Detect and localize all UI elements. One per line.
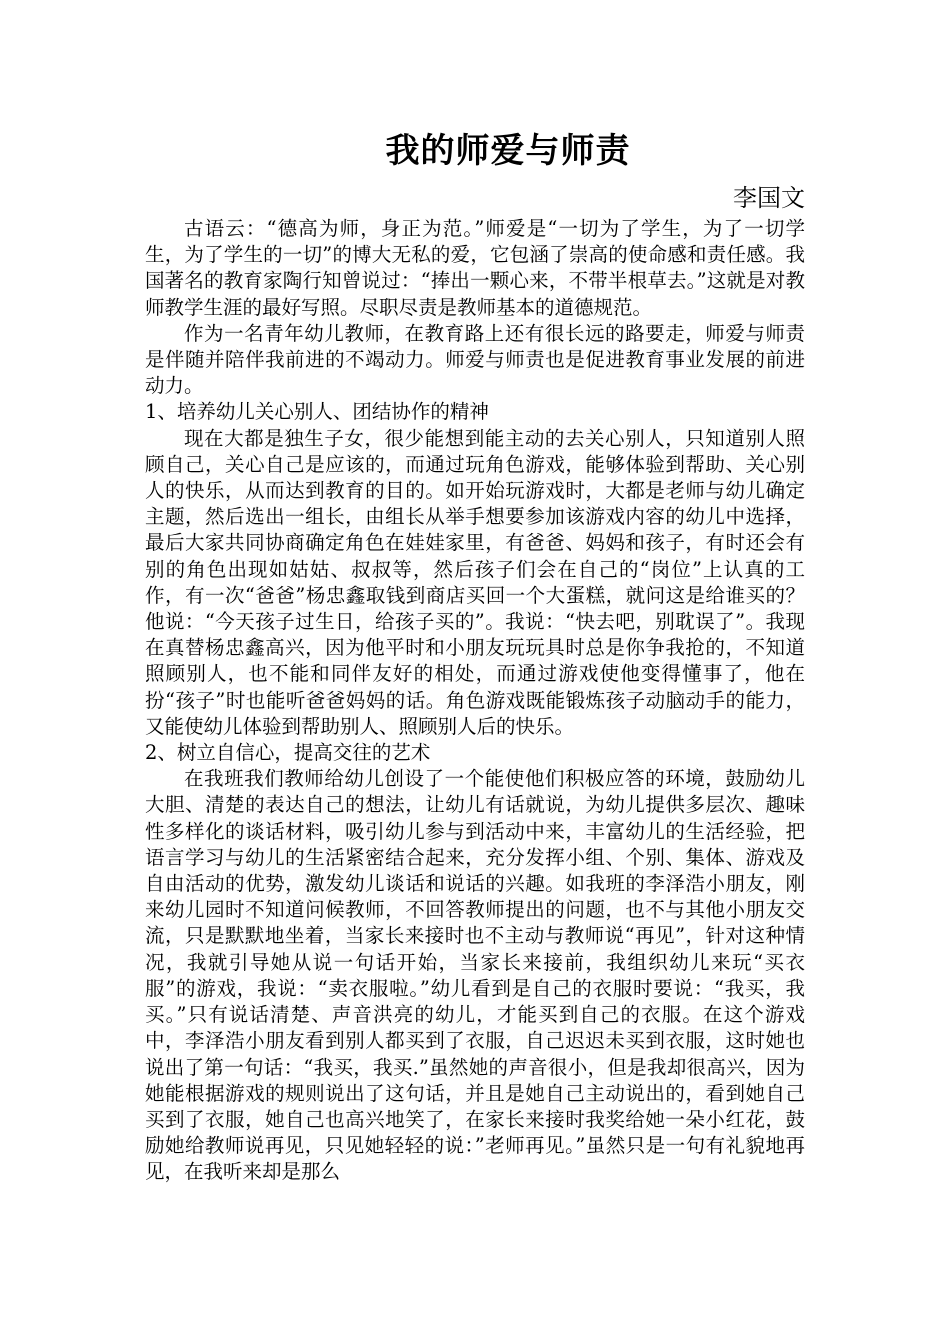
document-body <box>145 216 805 1186</box>
section-heading-2: 2、树立自信心，提高交往的艺术 <box>145 741 431 765</box>
paragraph-section-2: 在我班我们教师给幼儿创设了一个能使他们积极应答的环境，鼓励幼儿大胆、清楚的表达自己的想法，让幼儿有话就说，为幼儿提供多层次、趣味性多样化的谈话材料，吸引幼儿参与到活动中来，丰富幼儿的生活经验，把语言学习与幼儿的生活紧密结合起来，充分发挥小组、个别、集体、游戏及自由活动的优势，激发幼儿谈话和说话的兴趣。如我班的李泽浩小朋友，刚来幼儿园时不知道问候教师，不回答教师提出的问题，也不与其他小朋友交流，只是默默地坐着，当家长来接时也不主动与教师说“再见”，针对这种情况，我就引导她从说一句话开始，当家长来接前，我组织幼儿来玩“买衣服”的游戏，我说：“卖衣服啦。”幼儿看到是自己的衣服时要说：“我买，我买。”只有说话清楚、声音洪亮的幼儿，才能买到自己的衣服。在这个游戏中，李泽浩小朋友看到别人都买到了衣服，自己迟迟未买到衣服，这时她也说出了第一句话：“我买，我买.”虽然她的声音很小，但是我却很高兴，因为她能根据游戏的规则说出了这句话，并且是她自己主动说出的，看到她自己买到了衣服，她自己也高兴地笑了，在家长来接时我奖给她一朵小红花，鼓励她给教师说再见，只见她轻轻的说：”老师再见。”虽然只是一句有礼貌地再见，在我听来却是那么 <box>145 767 805 1184</box>
paragraph-section-1: 现在大都是独生子女，很少能想到能主动的去关心别人，只知道别人照顾自己，关心自己是应该的，而通过玩角色游戏，能够体验到帮助、关心别人的快乐，从而达到教育的目的。如开始玩游戏时，大都是老师与幼儿确定主题，然后选出一组长，由组长从举手想要参加该游戏内容的幼儿中选择，最后大家共同协商确定角色在娃娃家里，有爸爸、妈妈和孩子，有时还会有别的角色出现如姑姑、叔叔等，然后孩子们会在自己的“岗位”上认真的工作，有一次“爸爸”杨忠鑫取钱到商店买回一个大蛋糕，就问这是给谁买的？他说：“今天孩子过生日，给孩子买的”。我说：“快去吧，别耽误了”。我现在真替杨忠鑫高兴，因为他平时和小朋友玩玩具时总是你争我抢的，不知道照顾别人，也不能和同伴友好的相处，而通过游戏使他变得懂事了，他在扮“孩子”时也能听爸爸妈妈的话。角色游戏既能锻炼孩子动脑动手的能力，又能使幼儿体验到帮助别人、照顾别人后的快乐。 <box>145 426 805 738</box>
document-author: 李国文 <box>733 184 805 212</box>
paragraph-young-teacher: 作为一名青年幼儿教师，在教育路上还有很长远的路要走，师爱与师责是伴随并陪伴我前进的不竭动力。师爱与师责也是促进教育事业发展的前进动力。 <box>145 321 805 398</box>
document-page <box>145 126 805 1186</box>
document-title: 我的师爱与师责 <box>385 131 631 171</box>
paragraph-intro: 古语云：“德高为师，身正为范。”师爱是“一切为了学生，为了一切学生，为了学生的一切”的博大无私的爱，它包涵了崇高的使命感和责任感。我国著名的教育家陶行知曾说过：“捧出一颗心来，不带半根草去。”这就是对教师教学生涯的最好写照。尽职尽责是教师基本的道德规范。 <box>145 217 805 319</box>
section-heading-1: 1、培养幼儿关心别人、团结协作的精神 <box>145 400 489 424</box>
